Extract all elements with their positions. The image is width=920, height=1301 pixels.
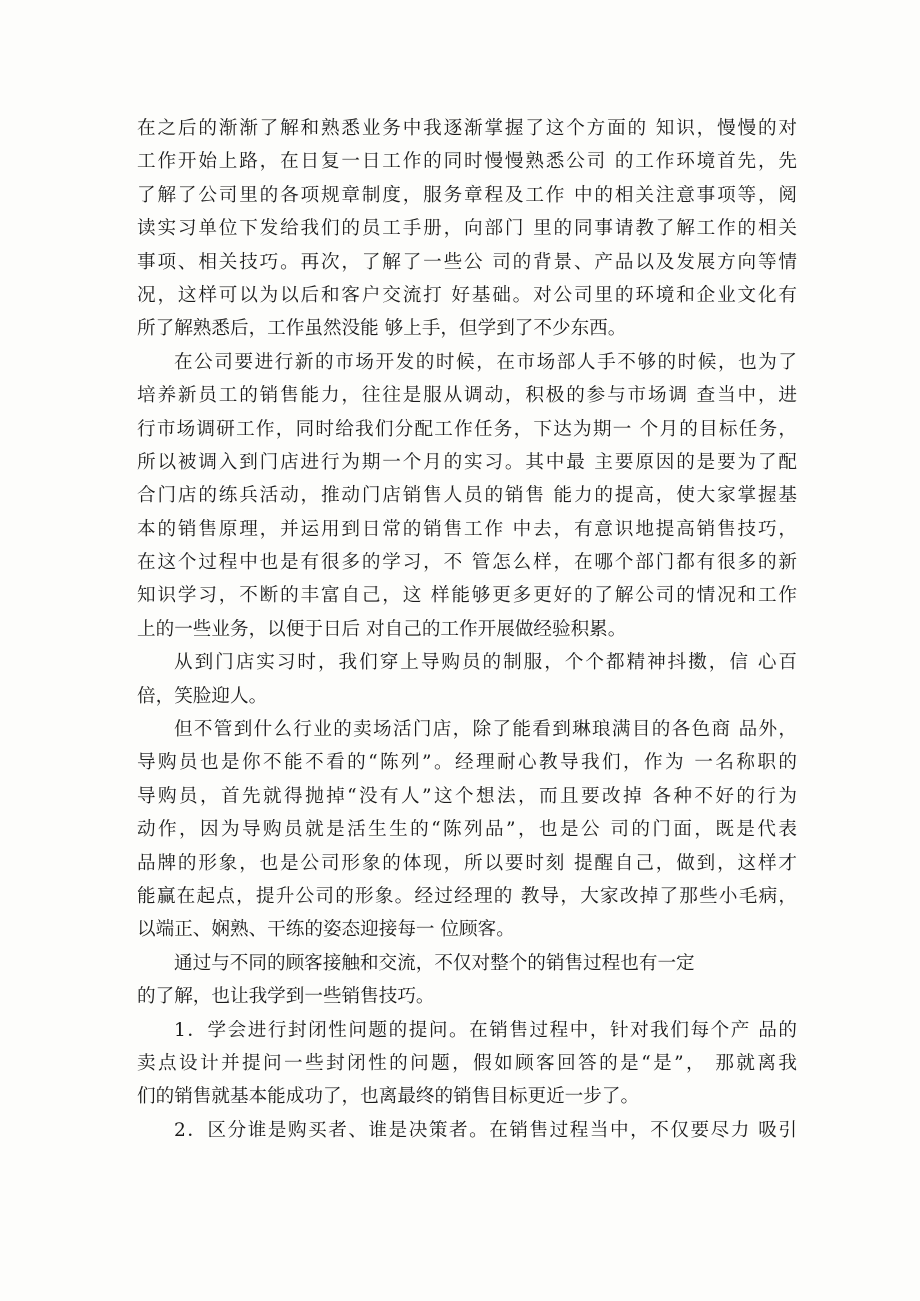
- text-line: 所了解熟悉后，工作虽然没能 够上手，但学到了不少东西。: [137, 318, 627, 340]
- text-line: 所以被调入到门店进行为期一个月的实习。其中最 主要原因的是要为了配: [137, 451, 797, 473]
- text-line: 们的销售就基本能成功了，也离最终的销售目标更近一步了。: [137, 1086, 640, 1108]
- text-line: 合门店的练兵活动，推动门店销售人员的销售 能力的提高，使大家掌握基: [137, 485, 797, 507]
- text-line: 在之后的渐渐了解和熟悉业务中我逐渐掌握了这个方面的 知识，慢慢的对: [137, 118, 797, 139]
- paragraph-work-familiarization: [137, 112, 797, 346]
- paragraph-shopping-guide: [137, 713, 797, 947]
- text-line: 但不管到什么行业的卖场活门店，除了能看到琳琅满目的各色商 品外，: [174, 719, 797, 741]
- text-line: 读实习单位下发给我们的员工手册，向部门 里的同事请教了解工作的相关: [137, 218, 797, 240]
- text-line: 行市场调研工作，同时给我们分配工作任务，下达为期一 个月的目标任务，: [137, 418, 797, 440]
- text-line: 从到门店实习时，我们穿上导购员的制服，个个都精神抖擞，信 心百: [174, 652, 797, 674]
- text-line: 动作，因为导购员就是活生生的“陈列品”，也是公 司的门面，既是代表: [137, 819, 797, 841]
- document-body: [137, 112, 797, 1147]
- text-line: 在这个过程中也是有很多的学习，不 管怎么样，在哪个部门都有很多的新: [137, 552, 797, 574]
- paragraph-tip-buyer-decider: [137, 1114, 797, 1147]
- text-line: 导购员也是你不能不看的“陈列”。经理耐心教导我们，作为 一名称职的: [137, 752, 797, 774]
- text-line: 1．学会进行封闭性问题的提问。在销售过程中，针对我们每个产 品的: [174, 1019, 797, 1041]
- paragraph-customer-contact: [137, 947, 797, 1014]
- text-line: 2．区分谁是购买者、谁是决策者。在销售过程当中，不仅要尽力 吸引: [174, 1119, 797, 1141]
- text-line: 上的一些业务，以便于日后 对自己的工作开展做经验积累。: [137, 618, 627, 640]
- text-line: 况，这样可以为以后和客户交流打 好基础。对公司里的环境和企业文化有: [137, 284, 797, 306]
- text-line: 以端正、娴熟、干练的姿态迎接每一 位顾客。: [137, 919, 515, 941]
- text-line: 知识学习，不断的丰富自己，这 样能够更多更好的了解公司的情况和工作: [137, 585, 797, 607]
- text-line: 了解了公司里的各项规章制度，服务章程及工作 中的相关注意事项等，阅: [137, 184, 797, 206]
- text-line: 卖点设计并提问一些封闭性的问题，假如顾客回答的是“是”， 那就离我: [137, 1052, 797, 1074]
- paragraph-store-internship: [137, 646, 797, 713]
- text-line: 品牌的形象，也是公司形象的体现，所以要时刻 提醒自己，做到，这样才: [137, 852, 797, 874]
- paragraph-tip-closed-questions: [137, 1014, 797, 1114]
- text-line: 导购员，首先就得抛掉“没有人”这个想法，而且要改掉 各种不好的行为: [137, 785, 797, 807]
- text-line: 的了解，也让我学到一些销售技巧。: [137, 986, 435, 1008]
- text-line: 能赢在起点，提升公司的形象。经过经理的 教导，大家改掉了那些小毛病，: [137, 885, 797, 907]
- text-line: 培养新员工的销售能力，往往是服从调动，积极的参与市场调 查当中，进: [137, 385, 797, 407]
- paragraph-market-development: [137, 346, 797, 647]
- text-line: 倍，笑脸迎人。: [137, 685, 268, 707]
- text-line: 本的销售原理，并运用到日常的销售工作 中去，有意识地提高销售技巧，: [137, 518, 797, 540]
- text-line: 在公司要进行新的市场开发的时候，在市场部人手不够的时候，也为了: [174, 351, 797, 373]
- text-line: 事项、相关技巧。再次，了解了一些公 司的背景、产品以及发展方向等情: [137, 251, 797, 273]
- text-line: 通过与不同的顾客接触和交流，不仅对整个的销售过程也有一定: [174, 952, 695, 974]
- text-line: 工作开始上路，在日复一日工作的同时慢慢熟悉公司 的工作环境首先，先: [137, 151, 797, 173]
